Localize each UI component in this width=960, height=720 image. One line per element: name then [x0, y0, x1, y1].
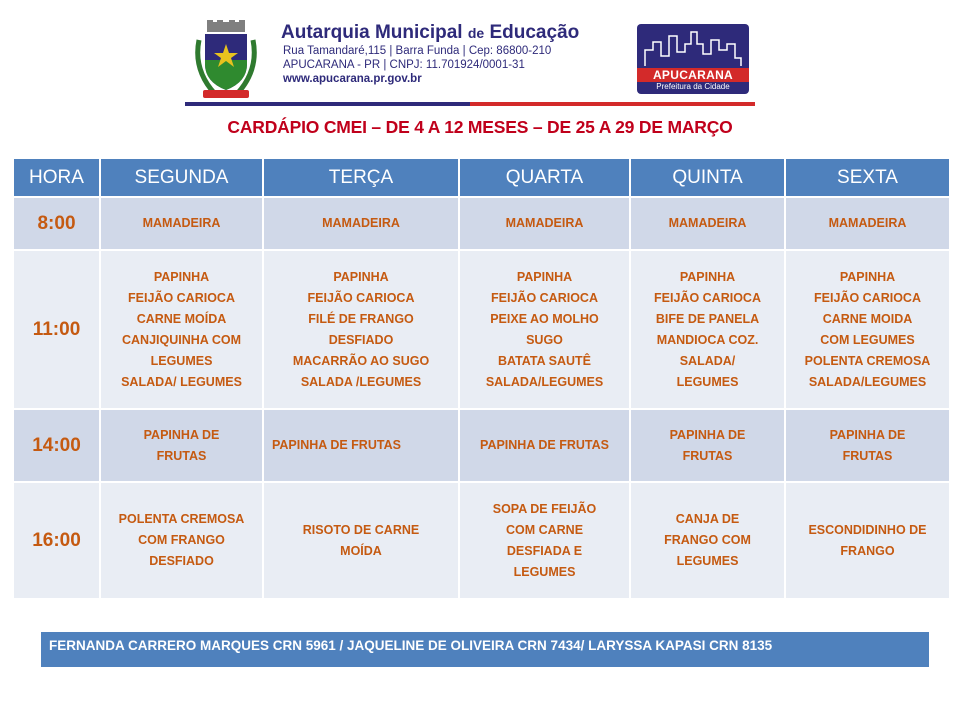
city-cnpj-line: APUCARANA - PR | CNPJ: 11.701924/0001-31	[283, 59, 525, 71]
menu-cell: MAMADEIRA	[785, 197, 950, 250]
menu-cell: MAMADEIRA	[100, 197, 263, 250]
brand-name: APUCARANA	[637, 68, 749, 82]
column-header-monday: SEGUNDA	[100, 158, 263, 197]
header-divider	[185, 102, 755, 106]
menu-cell: ESCONDIDINHO DE FRANGO	[785, 482, 950, 599]
column-header-wednesday: QUARTA	[459, 158, 630, 197]
table-row	[13, 482, 950, 599]
column-header-friday: SEXTA	[785, 158, 950, 197]
menu-cell: PAPINHA FEIJÃO CARIOCA PEIXE AO MOLHO SUGO BATATA SAUTÊ SALADA/LEGUMES	[459, 250, 630, 409]
table-row	[13, 409, 950, 482]
organization-name: Autarquia Municipal de Educação	[281, 22, 580, 43]
table-row	[13, 250, 950, 409]
hour-cell: 11:00	[13, 250, 100, 409]
municipal-coat-of-arms-icon	[193, 20, 259, 100]
menu-cell: PAPINHA FEIJÃO CARIOCA CARNE MOÍDA CANJIQUINHA COM LEGUMES SALADA/ LEGUMES	[100, 250, 263, 409]
nutritionists-credits: FERNANDA CARRERO MARQUES CRN 5961 / JAQUELINE DE OLIVEIRA CRN 7434/ LARYSSA KAPASI CRN 8135	[38, 632, 929, 667]
column-header-tuesday: TERÇA	[263, 158, 459, 197]
menu-cell: MAMADEIRA	[459, 197, 630, 250]
letterhead	[185, 14, 755, 106]
menu-cell: PAPINHA FEIJÃO CARIOCA BIFE DE PANELA MANDIOCA COZ. SALADA/ LEGUMES	[630, 250, 785, 409]
menu-cell: PAPINHA FEIJÃO CARIOCA FILÉ DE FRANGO DESFIADO MACARRÃO AO SUGO SALADA /LEGUMES	[263, 250, 459, 409]
city-skyline-logo-icon	[643, 30, 743, 66]
city-brand-logo	[637, 24, 749, 94]
column-header-thursday: QUINTA	[630, 158, 785, 197]
menu-cell: PAPINHA DE FRUTAS	[263, 409, 459, 482]
menu-cell: PAPINHA DE FRUTAS	[630, 409, 785, 482]
menu-cell: CANJA DE FRANGO COM LEGUMES	[630, 482, 785, 599]
menu-cell: PAPINHA DE FRUTAS	[785, 409, 950, 482]
menu-cell: PAPINHA FEIJÃO CARIOCA CARNE MOIDA COM LEGUMES POLENTA CREMOSA SALADA/LEGUMES	[785, 250, 950, 409]
weekly-menu-table	[12, 157, 951, 600]
menu-cell: MAMADEIRA	[263, 197, 459, 250]
menu-cell: POLENTA CREMOSA COM FRANGO DESFIADO	[100, 482, 263, 599]
menu-cell: SOPA DE FEIJÃO COM CARNE DESFIADA E LEGUMES	[459, 482, 630, 599]
table-row	[13, 197, 950, 250]
menu-cell: PAPINHA DE FRUTAS	[100, 409, 263, 482]
hour-cell: 14:00	[13, 409, 100, 482]
organization-info	[281, 22, 621, 86]
table-header-row	[13, 158, 950, 197]
website-link[interactable]: www.apucarana.pr.gov.br	[283, 73, 422, 85]
menu-cell: MAMADEIRA	[630, 197, 785, 250]
page-title: CARDÁPIO CMEI – DE 4 A 12 MESES – DE 25 A 29 DE MARÇO	[227, 117, 733, 137]
brand-subtitle: Prefeitura da Cidade	[656, 82, 730, 91]
menu-cell: RISOTO DE CARNE MOÍDA	[263, 482, 459, 599]
menu-cell: PAPINHA DE FRUTAS	[459, 409, 630, 482]
hour-cell: 8:00	[13, 197, 100, 250]
hour-cell: 16:00	[13, 482, 100, 599]
column-header-hour: HORA	[13, 158, 100, 197]
address-line: Rua Tamandaré,115 | Barra Funda | Cep: 86800-210	[283, 45, 552, 57]
